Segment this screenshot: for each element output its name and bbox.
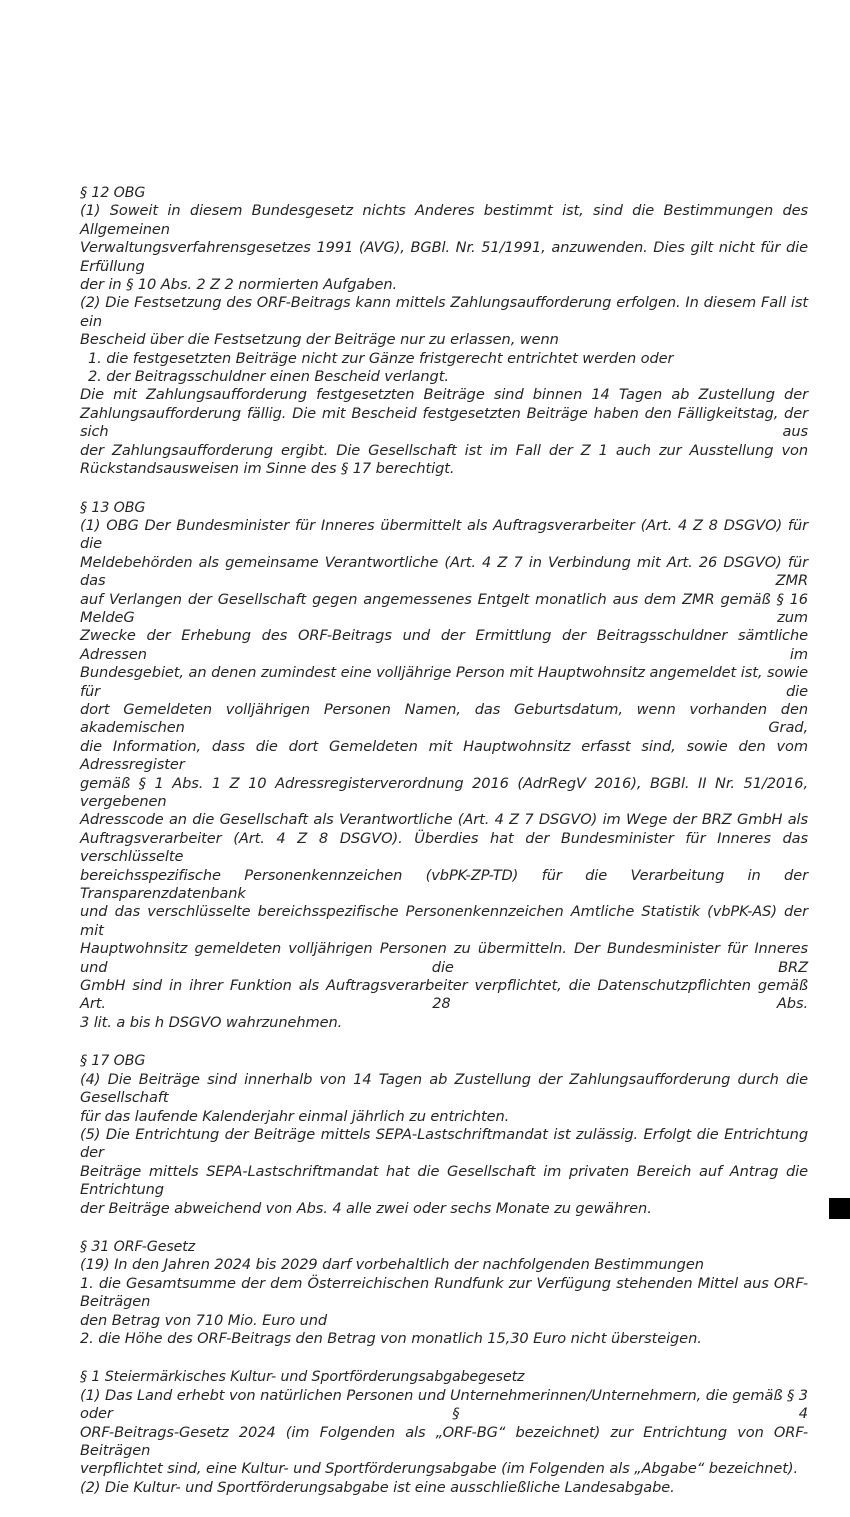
text-line: (2) Die Kultur- und Sportförderungsabgabe ist eine ausschließliche Landesabgabe.	[80, 1478, 675, 1496]
text-line: Bescheid über die Festsetzung der Beiträge nur zu erlassen, wenn	[80, 331, 559, 349]
text-line: 1. die Gesamtsumme der dem Österreichischen Rundfunk zur Verfügung stehenden Mittel aus ORF-Beiträgen	[80, 1274, 808, 1311]
section-heading: § 17 OBG	[80, 1053, 146, 1070]
list-item: 2. der Beitragsschuldner einen Bescheid verlangt.	[88, 368, 449, 386]
list-item: 1. die festgesetzten Beiträge nicht zur Gänze fristgerecht entrichtet werden oder	[88, 349, 674, 367]
text-line: und das verschlüsselte bereichsspezifische Personenkennzeichen Amtliche Statistik (vbPK-AS) der mit	[80, 903, 808, 939]
text-line: gemäß § 1 Abs. 1 Z 10 Adressregisterverordnung 2016 (AdrRegV 2016), BGBl. II Nr. 51/2016, vergebenen	[80, 774, 808, 810]
text-line: (4) Die Beiträge sind innerhalb von 14 Tagen ab Zustellung der Zahlungsaufforderung durch die Gesellschaft	[80, 1070, 808, 1107]
text-line: dort Gemeldeten volljährigen Personen Namen, das Geburtsdatum, wenn vorhanden den akademischen Grad,	[80, 700, 808, 737]
text-line: (2) Die Festsetzung des ORF-Beitrags kann mittels Zahlungsaufforderung erfolgen. In diesem Fall ist ein	[80, 294, 808, 330]
text-line: GmbH sind in ihrer Funktion als Auftragsverarbeiter verpflichtet, die Datenschutzpflichten gemäß Art. 28 Abs.	[80, 977, 808, 1013]
text-line: Hauptwohnsitz gemeldeten volljährigen Personen zu übermitteln. Der Bundesminister für Inneres und die BRZ	[80, 940, 808, 976]
text-line: Meldebehörden als gemeinsame Verantwortliche (Art. 4 Z 7 in Verbindung mit Art. 26 DSGVO) für das ZMR	[80, 553, 808, 590]
text-line: Auftragsverarbeiter (Art. 4 Z 8 DSGVO). Überdies hat der Bundesminister für Inneres das verschlüsselte	[80, 829, 808, 866]
text-line: (1) Das Land erhebt von natürlichen Personen und Unternehmerinnen/Unternehmern, die gemäß § 3 oder § 4	[80, 1386, 808, 1423]
section-31-orf-gesetz	[80, 1238, 808, 1348]
text-line: auf Verlangen der Gesellschaft gegen angemessenes Entgelt monatlich aus dem ZMR gemäß § 16 MeldeG zum	[80, 590, 808, 626]
section-13-obg	[80, 499, 808, 1033]
text-line: (19) In den Jahren 2024 bis 2029 darf vorbehaltlich der nachfolgenden Bestimmungen	[80, 1256, 704, 1274]
text-line: die Information, dass die dort Gemeldeten mit Hauptwohnsitz erfasst sind, sowie den vom Adressregister	[80, 737, 808, 774]
text-line: Die mit Zahlungsaufforderung festgesetzten Beiträge sind binnen 14 Tagen ab Zustellung der	[80, 386, 808, 404]
text-line: (5) Die Entrichtung der Beiträge mittels SEPA-Lastschriftmandat ist zulässig. Erfolgt die Entrichtung der	[80, 1125, 808, 1162]
text-line: Adresscode an die Gesellschaft als Verantwortliche (Art. 4 Z 7 DSGVO) im Wege der BRZ GmbH als	[80, 811, 808, 829]
section-heading: § 31 ORF-Gesetz	[80, 1238, 196, 1255]
text-line: verpflichtet sind, eine Kultur- und Sportförderungsabgabe (im Folgenden als „Abgabe“ bezeichnet).	[80, 1460, 799, 1478]
text-line: Bundesgebiet, an denen zumindest eine volljährige Person mit Hauptwohnsitz angemeldet ist, sowie für die	[80, 664, 808, 700]
section-17-obg	[80, 1052, 808, 1218]
section-1-stmk-ksfag	[80, 1368, 808, 1497]
corner-scan-mark	[829, 1198, 850, 1219]
section-12-obg	[80, 184, 808, 479]
text-line: für das laufende Kalenderjahr einmal jährlich zu entrichten.	[80, 1107, 510, 1125]
text-line: (1) Soweit in diesem Bundesgesetz nichts Anderes bestimmt ist, sind die Bestimmungen des Allgemeinen	[80, 202, 808, 238]
text-line: 3 lit. a bis h DSGVO wahrzunehmen.	[80, 1013, 343, 1031]
text-line: Beiträge mittels SEPA-Lastschriftmandat hat die Gesellschaft im privaten Bereich auf Antrag die Entrichtung	[80, 1162, 808, 1199]
text-line: bereichsspezifische Personenkennzeichen (vbPK-ZP-TD) für die Verarbeitung in der Transparenzdatenbank	[80, 866, 808, 903]
text-line: Verwaltungsverfahrensgesetzes 1991 (AVG), BGBl. Nr. 51/1991, anzuwenden. Dies gilt nicht für die Erfüllung	[80, 239, 808, 275]
text-line: Zwecke der Erhebung des ORF-Beitrags und der Ermittlung der Beitragsschuldner sämtliche Adressen im	[80, 627, 808, 663]
text-line: Rückstandsausweisen im Sinne des § 17 berechtigt.	[80, 460, 455, 478]
text-line: der Zahlungsaufforderung ergibt. Die Gesellschaft ist im Fall der Z 1 auch zur Ausstellung von	[80, 441, 808, 459]
section-heading: § 12 OBG	[80, 185, 146, 201]
text-line: 2. die Höhe des ORF-Beitrags den Betrag von monatlich 15,30 Euro nicht übersteigen.	[80, 1329, 702, 1347]
section-heading: § 1 Steiermärkisches Kultur- und Sportförderungsabgabegesetz	[80, 1369, 525, 1386]
text-line: der in § 10 Abs. 2 Z 2 normierten Aufgaben.	[80, 276, 398, 294]
text-line: den Betrag von 710 Mio. Euro und	[80, 1311, 328, 1329]
section-heading: § 13 OBG	[80, 499, 146, 516]
text-line: der Beiträge abweichend von Abs. 4 alle zwei oder sechs Monate zu gewähren.	[80, 1199, 652, 1217]
text-line: Zahlungsaufforderung fällig. Die mit Bescheid festgesetzten Beiträge haben den Fälligkeitstag, der sich aus	[80, 404, 808, 441]
text-line: (1) OBG Der Bundesminister für Inneres übermittelt als Auftragsverarbeiter (Art. 4 Z 8 DSGVO) für die	[80, 516, 808, 553]
document-body	[80, 184, 808, 1517]
text-line: ORF-Beitrags-Gesetz 2024 (im Folgenden als „ORF-BG“ bezeichnet) zur Entrichtung von ORF-Beiträgen	[80, 1423, 808, 1459]
